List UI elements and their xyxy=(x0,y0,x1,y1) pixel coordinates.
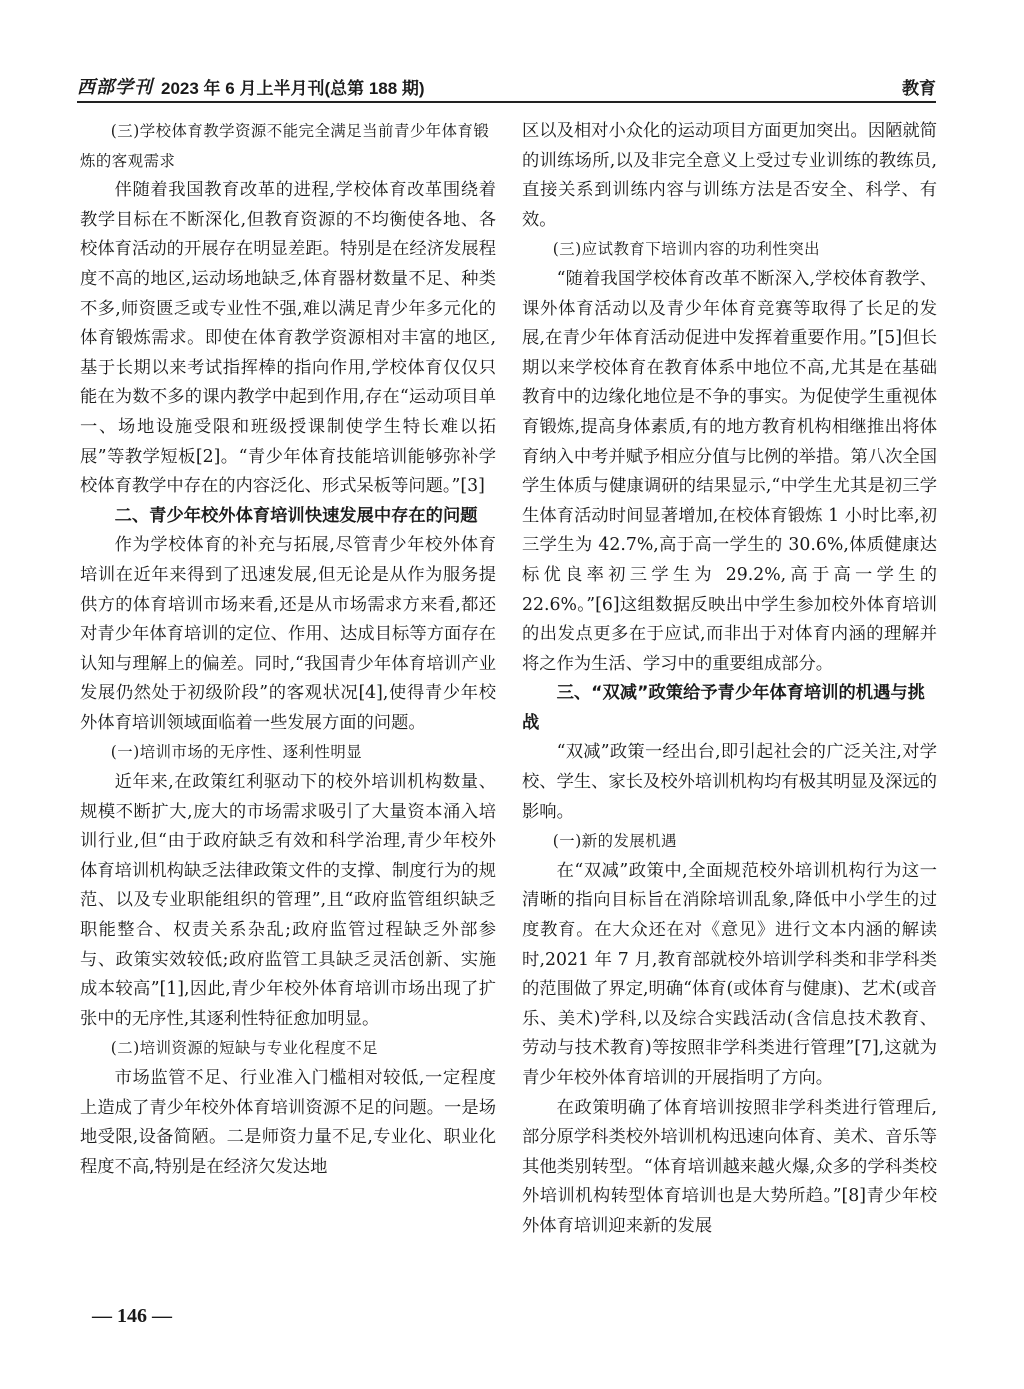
paragraph: 市场监管不足、行业准入门槛相对较低,一定程度上造成了青少年校外体育培训资源不足的问题。一是场地受限,设备简陋。二是师资力量不足,专业化、职业化程度不高,特别是在经济欠发达地 xyxy=(80,1068,496,1177)
left-column xyxy=(80,117,496,1182)
paragraph-continuation: 区以及相对小众化的运动项目方面更加突出。因陋就简的训练场所,以及非完全意义上受过专业训练的教练员,直接关系到训练内容与训练方法是否安全、科学、有效。 xyxy=(522,121,937,230)
section-heading: 三、“双减”政策给予青少年体育培训的机遇与挑战 xyxy=(522,683,925,733)
section-label: 教育 xyxy=(902,79,936,98)
subsection-heading: (一)新的发展机遇 xyxy=(552,832,678,851)
journal-issue: 2023 年 6 月上半月刊(总第 188 期) xyxy=(161,79,425,98)
paragraph: 作为学校体育的补充与拓展,尽管青少年校外体育培训在近年来得到了迅速发展,但无论是从作为服务提供方的体育培训市场来看,还是从市场需求方来看,都还对青少年体育培训的定位、作用、达成目标等方面存在认知与理解上的偏差。同时,“我国青少年体育培训产业发展仍然处于初级阶段”的客观状况[4],使得青少年校外体育培训领域面临着一些发展方面的问题。 xyxy=(80,535,496,733)
paragraph: 近年来,在政策红利驱动下的校外培训机构数量、规模不断扩大,庞大的市场需求吸引了大量资本涌入培训行业,但“由于政府缺乏有效和科学治理,青少年校外体育培训机构缺乏法律政策文件的支撑、制度行为的规范、以及专业职能组织的管理”,且“政府监管组织缺乏职能整合、权责关系杂乱;政府监管过程缺乏外部参与、政策实效较低;政府监管工具缺乏灵活创新、实施成本较高”[1],因此,青少年校外体育培训市场出现了扩张中的无序性,其逐利性特征愈加明显。 xyxy=(80,772,496,1029)
journal-name: 西部学刊 xyxy=(77,77,153,98)
subsection-heading: (一)培训市场的无序性、逐利性明显 xyxy=(110,743,363,762)
page-number: — 146 — xyxy=(92,1305,172,1327)
paragraph: “随着我国学校体育改革不断深入,学校体育教学、课外体育活动以及青少年体育竞赛等取得了长足的发展,在青少年体育活动促进中发挥着重要作用。”[5]但长期以来学校体育在教育体系中地位不高,尤其是在基础教育中的边缘化地位是不争的事实。为促使学生重视体育锻炼,提高身体素质,有的地方教育机构相继推出将体育纳入中考并赋予相应分值与比例的举措。第八次全国学生体质与健康调研的结果显示,“中学生尤其是初三学生体育活动时间显著增加,在校体育锻炼 1 小时比率,初三学生为 42.7%,高于高一学生的 30.6%,体质健康达标优良率初三学生为 29.2%,高于高一学生的 22.6%。”[6]这组数据反映出中学生参加校外体育培训的出发点更多在于应试,而非出于对体育内涵的理解并将之作为生活、学习中的重要组成部分。 xyxy=(522,268,937,674)
running-header xyxy=(77,73,936,103)
right-column xyxy=(522,117,937,1242)
section-heading: 二、青少年校外体育培训快速发展中存在的问题 xyxy=(114,505,478,526)
paragraph: 在“双减”政策中,全面规范校外培训机构行为这一清晰的指向目标旨在消除培训乱象,降低中小学生的过度教育。在大众还在对《意见》进行文本内涵的解读时,2021 年 7 月,教育部就校外培训学科类和非学科类的范围做了界定,明确“体育(或体育与健康)、艺术(或音乐、美术)学科,以及综合实践活动(含信息技术教育、劳动与技术教育)等按照非学科类进行管理”[7],这就为青少年校外体育培训的开展指明了方向。 xyxy=(522,860,937,1088)
paragraph: “双减”政策一经出台,即引起社会的广泛关注,对学校、学生、家长及校外培训机构均有极其明显及深远的影响。 xyxy=(522,742,937,822)
subsection-heading: (三)学校体育教学资源不能完全满足当前青少年体育锻炼的客观需求 xyxy=(80,122,490,170)
subsection-heading: (三)应试教育下培训内容的功利性突出 xyxy=(552,240,821,259)
subsection-heading: (二)培训资源的短缺与专业化程度不足 xyxy=(110,1039,379,1058)
paragraph: 在政策明确了体育培训按照非学科类进行管理后,部分原学科类校外培训机构迅速向体育、美术、音乐等其他类别转型。“体育培训越来越火爆,众多的学科类校外培训机构转型体育培训也是大势所趋。”[8]青少年校外体育培训迎来新的发展 xyxy=(522,1097,937,1236)
header-rule xyxy=(77,101,936,103)
paragraph: 伴随着我国教育改革的进程,学校体育改革围绕着教学目标在不断深化,但教育资源的不均衡使各地、各校体育活动的开展存在明显差距。特别是在经济发展程度不高的地区,运动场地缺乏,体育器材数量不足、种类不多,师资匮乏或专业性不强,难以满足青少年多元化的体育锻炼需求。即使在体育教学资源相对丰富的地区,基于长期以来考试指挥棒的指向作用,学校体育仅仅只能在为数不多的课内教学中起到作用,存在“运动项目单一、场地设施受限和班级授课制使学生特长难以拓展”等教学短板[2]。“青少年体育技能培训能够弥补学校体育教学中存在的内容泛化、形式呆板等问题。”[3] xyxy=(80,180,496,497)
